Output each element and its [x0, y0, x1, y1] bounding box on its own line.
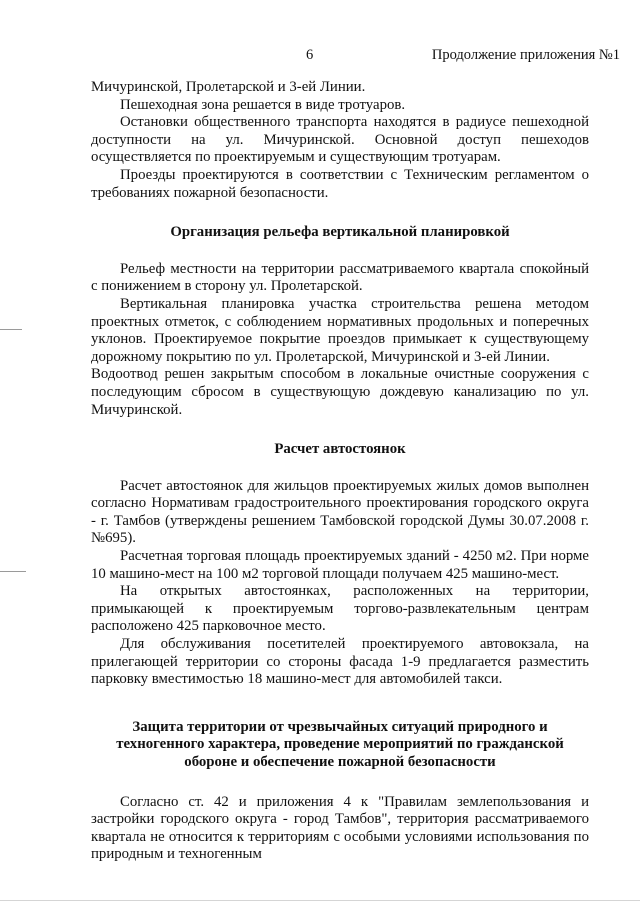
- paragraph: Рельеф местности на территории рассматриваемого квартала спокойный с понижением в сторону ул. Пролетарской.: [91, 260, 589, 295]
- document-body: [91, 79, 589, 864]
- scan-bottom-edge: [0, 900, 640, 901]
- section-heading-parking: Расчет автостоянок: [274, 441, 406, 458]
- margin-scan-mark: [0, 329, 22, 330]
- section-heading-emergency-protection: Защита территории от чрезвычайных ситуаций природного и техногенного характера, проведение мероприятий по гражданской обороне и обеспечение пожарной безопасности: [116, 718, 564, 770]
- paragraph: Мичуринской, Пролетарской и 3-ей Линии.: [91, 79, 366, 95]
- paragraph: На открытых автостоянках, расположенных на территории, примыкающей к проектируемым торгово-развлекательным центрам расположено 425 парковочное место.: [91, 583, 589, 635]
- margin-scan-mark: [0, 571, 26, 572]
- paragraph: Для обслуживания посетителей проектируемого автовокзала, на прилегающей территории со стороны фасада 1-9 предлагается разместить парковку вместимостью 18 машино-мест для автомобилей такси.: [91, 636, 589, 688]
- paragraph: Расчет автостоянок для жильцов проектируемых жилых домов выполнен согласно Нормативам градостроительного проектирования городского округа - г. Тамбов (утверждены решением Тамбовской городской Думы 30.07.2008 г. №695).: [91, 477, 589, 547]
- page-number: 6: [306, 47, 314, 63]
- paragraph: Пешеходная зона решается в виде тротуаров.: [120, 96, 406, 113]
- page-header: [0, 47, 640, 67]
- paragraph: Расчетная торговая площадь проектируемых зданий - 4250 м2. При норме 10 машино-мест на 100 м2 торговой площади получаем 425 машино-мест.: [91, 548, 589, 582]
- paragraph: Проезды проектируются в соответствии с Техническим регламентом о требованиях пожарной безопасности.: [91, 166, 589, 201]
- paragraph: Остановки общественного транспорта находятся в радиусе пешеходной доступности на ул. Мичуринской. Основной доступ пешеходов осуществляется по проектируемым и существующим тротуарам.: [91, 114, 589, 166]
- paragraph: Согласно ст. 42 и приложения 4 к "Правилам землепользования и застройки городского округа - город Тамбов", территория рассматриваемого квартала не относится к территориям с особыми условиями использования по природным и техногенным: [91, 793, 589, 863]
- paragraph: Водоотвод решен закрытым способом в локальные очистные сооружения с последующим сбросом в существующую дождевую канализацию по ул. Мичуринской.: [91, 366, 589, 418]
- section-heading-relief: Организация рельефа вертикальной планировкой: [170, 224, 510, 241]
- paragraph: Вертикальная планировка участка строительства решена методом проектных отметок, с соблюдением нормативных продольных и поперечных уклонов. Проектируемое покрытие проездов примыкает к существующему дорожному покрытию по ул. Пролетарской, Мичуринской и 3-ей Линии.: [91, 295, 589, 365]
- appendix-continuation-label: Продолжение приложения №1: [431, 47, 620, 63]
